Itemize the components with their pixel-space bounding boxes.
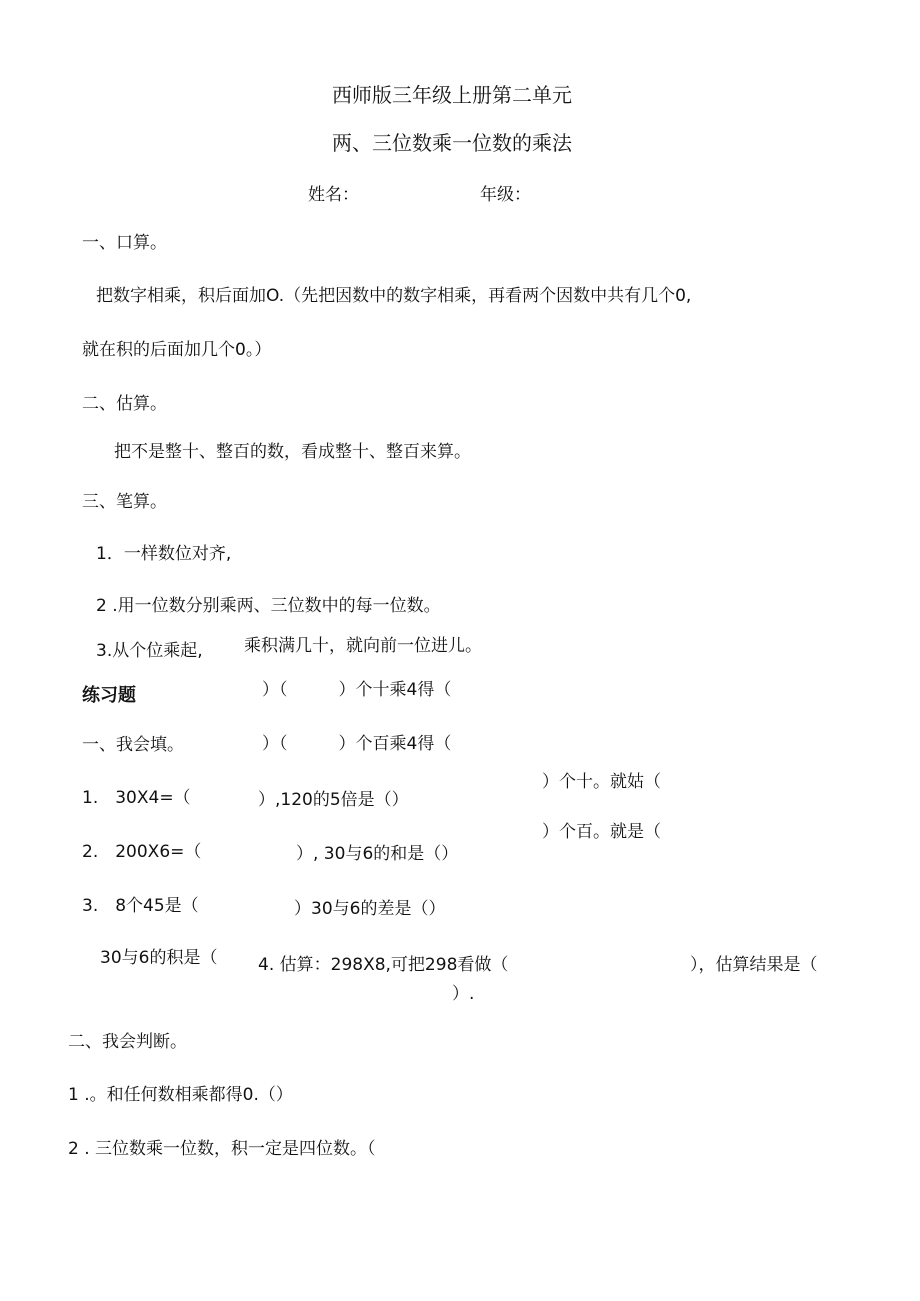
section-heading-fill: 一、我会填。 [82,735,184,755]
written-rule-1: 1．一样数位对齐, [96,544,232,564]
fill-question-3b: ）30与6的差是（） [294,899,446,919]
mental-math-rule-line2: 就在积的后面加几个0。） [82,340,272,360]
written-rule-3a: 3.从个位乘起, [96,641,203,661]
fill-question-4b: ），估算结果是（ [690,955,818,975]
fill-fragment-tens: ）（ ）个十乘4得（ [262,680,452,700]
judge-question-1: 1 .。和任何数相乘都得0.（） [68,1085,293,1105]
fill-question-4a: 4. 估算：298X8,可把298看做（ [258,955,509,975]
fill-fragment-hundreds-result: ）个百。就是（ [542,822,661,842]
practice-title: 练习题 [82,685,136,706]
fill-question-3c: 30与6的积是（ [100,948,218,968]
section-heading-written: 三、笔算。 [82,492,167,512]
section-heading-mental-math: 一、口算。 [82,233,167,253]
grade-label: 年级： [480,185,531,205]
fill-question-1b: ）,120的5倍是（） [258,790,409,810]
name-label: 姓名： [308,185,359,205]
written-rule-3b: 乘积满几十，就向前一位进儿。 [244,636,482,656]
judge-question-2: 2 . 三位数乘一位数，积一定是四位数。（ [68,1139,376,1159]
fill-question-2a: 2. 200X6=（ [82,842,202,862]
estimate-rule: 把不是整十、整百的数，看成整十、整百来算。 [114,442,471,462]
written-rule-2: 2 .用一位数分别乘两、三位数中的每一位数。 [96,596,441,616]
fill-fragment-tens-result: ）个十。就姑（ [542,772,661,792]
fill-fragment-hundreds: ）（ ）个百乘4得（ [262,734,452,754]
section-heading-judge: 二、我会判断。 [68,1032,187,1052]
fill-question-1a: 1. 30X4=（ [82,788,191,808]
page-title: 西师版三年级上册第二单元 [332,83,572,107]
page-subtitle: 两、三位数乘一位数的乘法 [332,131,572,155]
section-heading-estimate: 二、估算。 [82,394,167,414]
mental-math-rule-line1: 把数字相乘，积后面加O.（先把因数中的数字相乘，再看两个因数中共有几个0, [96,286,692,306]
fill-question-3a: 3. 8个45是（ [82,896,199,916]
fill-question-2b: ）, 30与6的和是（） [296,844,459,864]
fill-question-4c: ）. [452,984,475,1004]
